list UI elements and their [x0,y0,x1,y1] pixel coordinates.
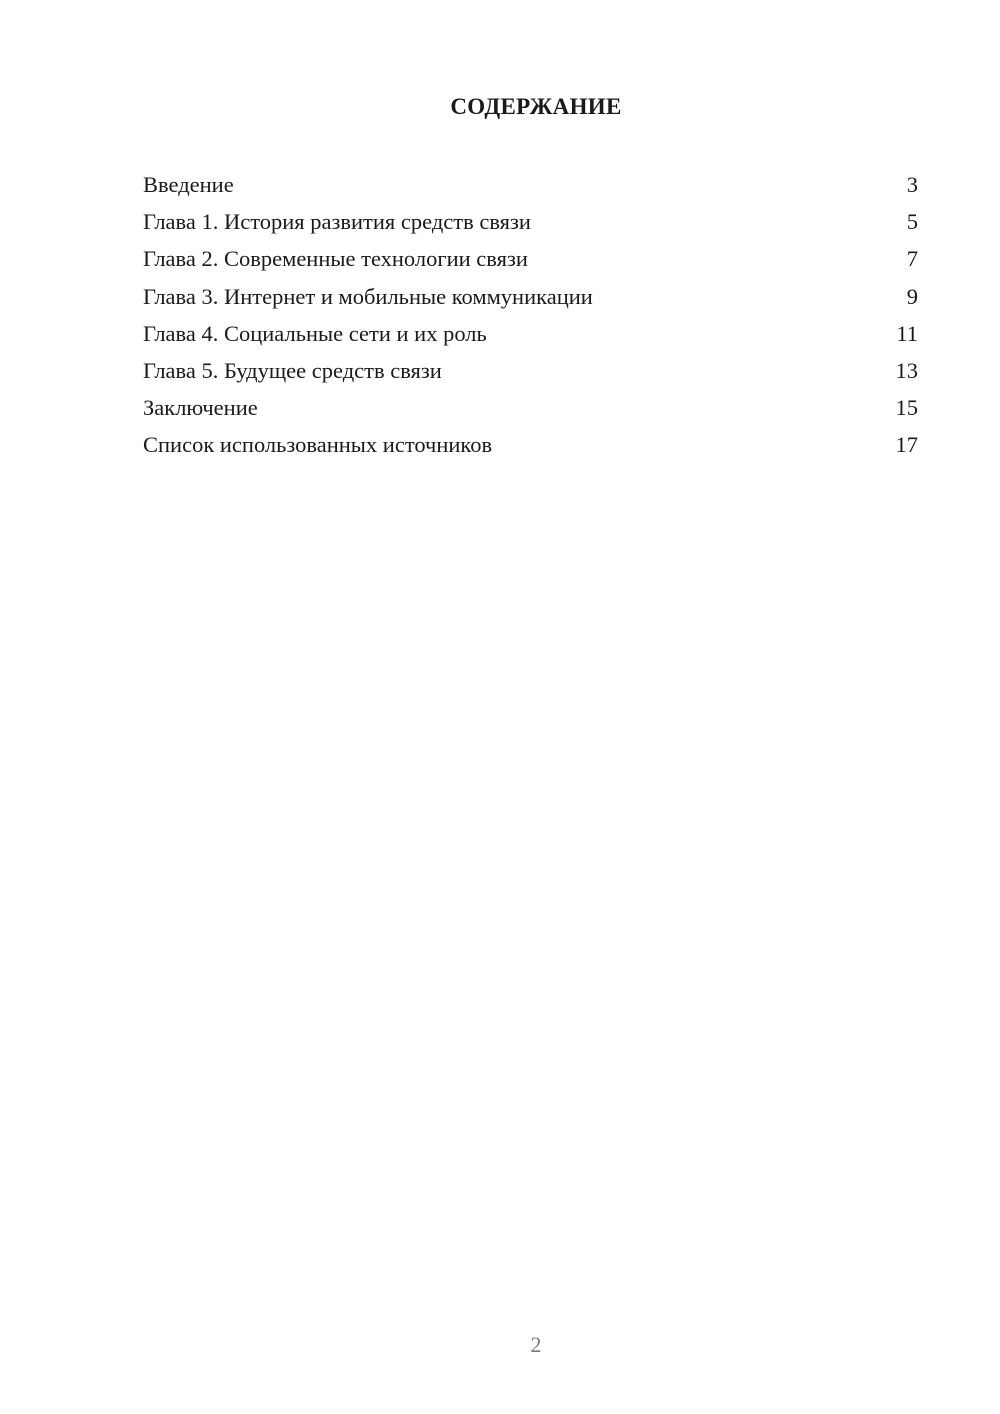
toc-entry-title: Введение [143,172,234,197]
toc-entry-title: Список использованных источников [143,432,493,458]
toc-entry-page: 13 [895,357,918,383]
toc-entry-chapter-1 [143,205,918,242]
toc-entry-page: 3 [906,172,918,197]
toc-entry-title: Глава 1. История развития средств связи [143,209,531,235]
toc-entry-title: Глава 3. Интернет и мобильные коммуникации [143,283,593,309]
toc-heading: СОДЕРЖАНИЕ [450,94,622,119]
toc-entry-chapter-3 [143,280,918,317]
toc-entry-page: 7 [906,246,918,272]
toc-entry-page: 5 [906,209,918,235]
toc-entry-chapter-2 [143,242,918,279]
toc-entry-page: 9 [906,283,918,309]
table-of-contents [143,168,918,466]
toc-entry-title: Заключение [143,395,258,421]
toc-entry-chapter-4 [143,317,918,354]
toc-entry-title: Глава 5. Будущее средств связи [143,357,442,383]
toc-entry-references [143,428,918,465]
toc-entry-page: 11 [896,320,918,346]
toc-entry-conclusion [143,391,918,428]
toc-entry-title: Глава 2. Современные технологии связи [143,246,528,272]
toc-entry-title: Глава 4. Социальные сети и их роль [143,320,487,346]
page-number: 2 [530,1332,542,1357]
toc-entry-introduction [143,168,918,205]
toc-entry-page: 17 [895,432,918,458]
toc-entry-chapter-5 [143,354,918,391]
toc-entry-page: 15 [895,395,918,421]
